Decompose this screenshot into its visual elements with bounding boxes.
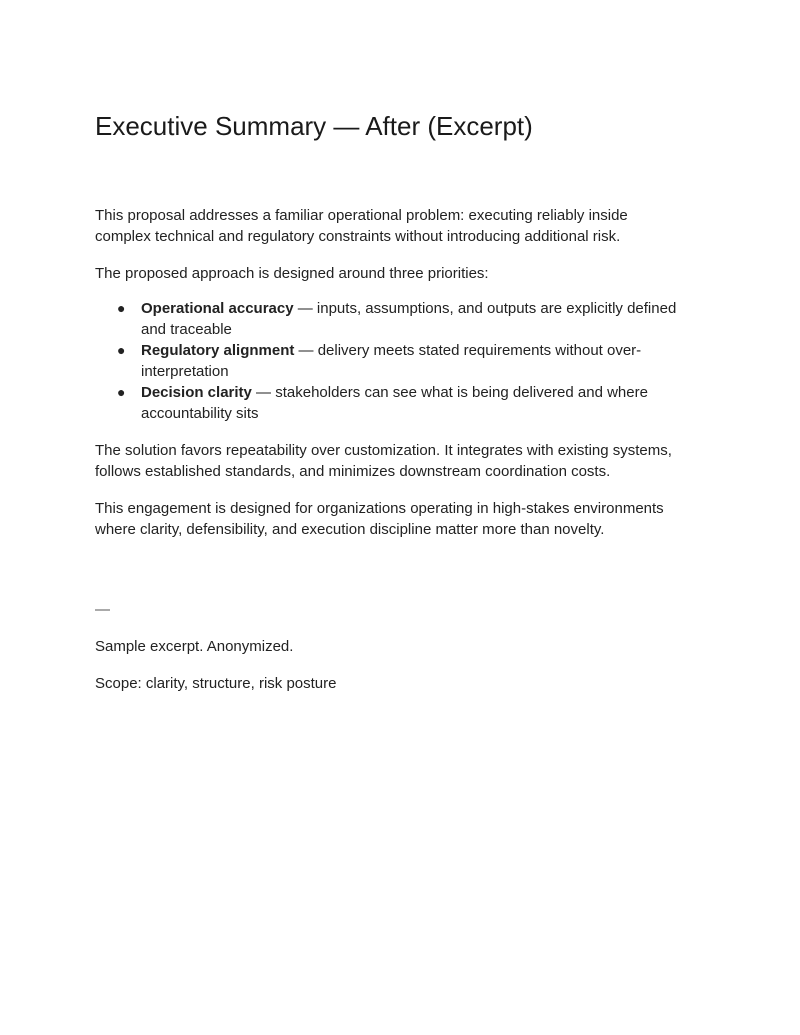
- priority-term: Decision clarity: [141, 384, 252, 401]
- list-item: [117, 298, 685, 340]
- bullet-icon: ●: [117, 300, 126, 316]
- scope-note: Scope: clarity, structure, risk posture: [95, 675, 337, 692]
- engagement-paragraph: This engagement is designed for organizations operating in high-stakes environments where clarity, defensibility, and execution discipline matter more than novelty.: [95, 500, 664, 538]
- sample-note: Sample excerpt. Anonymized.: [95, 638, 294, 655]
- document-title: Executive Summary — After (Excerpt): [95, 111, 533, 141]
- priority-description: — delivery meets stated requirements without over-interpretation: [141, 342, 642, 380]
- priority-term: Operational accuracy: [141, 300, 294, 317]
- priorities-intro-paragraph: The proposed approach is designed around three priorities:: [95, 265, 489, 282]
- document-page: [95, 110, 685, 694]
- priorities-list: [95, 298, 685, 424]
- list-item: [117, 382, 685, 424]
- bullet-icon: ●: [117, 384, 126, 400]
- priority-term: Regulatory alignment: [141, 342, 295, 359]
- separator-dash: —: [95, 601, 110, 618]
- priority-description: — inputs, assumptions, and outputs are explicitly defined and traceable: [141, 300, 677, 338]
- solution-paragraph: The solution favors repeatability over customization. It integrates with existing systems, follows established standards, and minimizes downstream coordination costs.: [95, 442, 672, 480]
- list-item: [117, 340, 685, 382]
- intro-paragraph: This proposal addresses a familiar operational problem: executing reliably inside complex technical and regulatory constraints without introducing additional risk.: [95, 207, 628, 245]
- priority-description: — stakeholders can see what is being delivered and where accountability sits: [141, 384, 648, 422]
- bullet-icon: ●: [117, 342, 126, 358]
